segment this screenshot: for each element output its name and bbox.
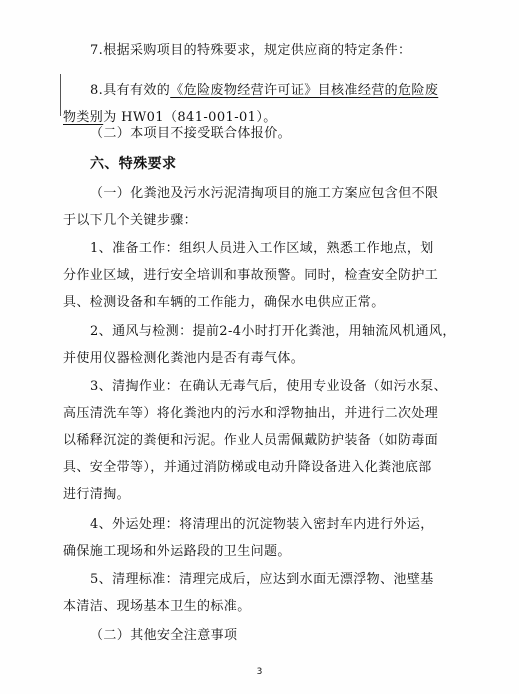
section-6: [63, 151, 463, 178]
item-7: [63, 37, 463, 64]
item-8-underlined-1: 《危险废物经营许可证》目核准经营的危险废: [170, 83, 439, 98]
step-1-line-1: 1、准备工作：组织人员进入工作区域，熟悉工作地点，划: [90, 241, 434, 256]
step-4-line-1: 4、外运处理：将清理出的沉淀物装入密封车内进行外运，: [90, 517, 434, 532]
revision-margin-line: [60, 74, 61, 116]
subsection-1-line-2: 于以下几个关键步骤：: [63, 213, 198, 228]
item-7-text: 7.根据采购项目的特殊要求，规定供应商的特定条件：: [90, 43, 412, 58]
note-2: [63, 120, 463, 147]
step-4: [63, 511, 463, 565]
item-8-prefix: 8.具有有效的: [90, 83, 171, 98]
step-5: [63, 566, 463, 620]
step-3-line-5: 进行清掏。: [63, 487, 131, 502]
step-3-line-2: 高压清洗车等）将化粪池内的污水和浮物抽出，并进行二次处理: [63, 406, 439, 421]
step-1-line-2: 分作业区域，进行安全培训和事故预警。同时，检查安全防护工: [63, 268, 439, 283]
step-3: [63, 373, 463, 508]
subsection-2: [63, 622, 463, 649]
step-4-line-2: 确保施工现场和外运路段的卫生问题。: [63, 544, 291, 559]
step-3-line-1: 3、清掏作业：在确认无毒气后，使用专业设备（如污水泵、: [90, 379, 448, 394]
subsection-2-text: （二）其他安全注意事项: [90, 628, 238, 643]
step-3-line-3: 以稀释沉淀的粪便和污泥。作业人员需佩戴防护装备（如防毒面: [63, 433, 439, 448]
item-8-suffix: 为 HW01（841-001-01）。: [103, 110, 277, 125]
item-8-underlined-2: 物类别: [63, 110, 104, 125]
step-2: [63, 318, 463, 372]
subsection-1: [63, 180, 463, 234]
step-5-line-1: 5、清理标准：清理完成后，应达到水面无漂浮物、池壁基: [90, 572, 434, 587]
step-5-line-2: 本清洁、现场基本卫生的标准。: [63, 599, 251, 614]
step-2-line-2: 并使用仪器检测化粪池内是否有毒气体。: [63, 351, 305, 366]
step-1-line-3: 具、检测设备和车辆的工作能力，确保水电供应正常。: [63, 295, 385, 310]
note-2-text: （二）本项目不接受联合体报价。: [90, 126, 292, 141]
subsection-1-line-1: （一）化粪池及污水污泥清掏项目的施工方案应包含但不限: [90, 186, 439, 201]
page-number: 3: [256, 667, 263, 677]
step-3-line-4: 具、安全带等），并通过消防梯或电动升降设备进入化粪池底部: [63, 460, 432, 475]
step-2-line-1: 2、通风与检测：提前2-4小时打开化粪池，用轴流风机通风，: [90, 324, 456, 339]
section-6-heading: 六、特殊要求: [90, 156, 177, 172]
step-1: [63, 235, 463, 316]
item-8-line-1: [63, 77, 463, 104]
